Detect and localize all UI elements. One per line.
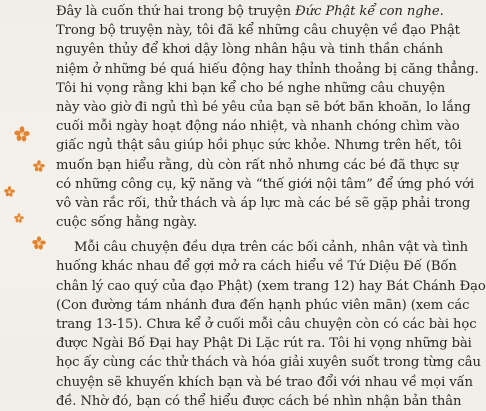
paragraph-2 (56, 238, 486, 411)
text-line: đề. Nhờ đó, bạn có thể hiểu được cách bé nhìn nhận bản thân (56, 393, 462, 409)
text-line: học ấy cùng các thử thách và hóa giải xuyên suốt trong từng câu (56, 355, 481, 371)
text-line: được Ngài Bố Đại hay Phật Di Lặc rút ra. Tôi hi vọng những bài (56, 336, 472, 352)
text-line (56, 2, 444, 21)
text-line: trang 13-15). Chưa kể ở cuối mỗi câu chuyện còn có các bài học (56, 317, 477, 332)
text-line: chân lý cao quý của đạo Phật) (xem trang 12) hay Bát Chánh Đạo (56, 278, 486, 294)
text-line: Mỗi câu chuyện đều dựa trên các bối cảnh, nhân vật và tình (74, 240, 469, 256)
text-line: có những công cụ, kỹ năng và “thế giới nội tâm” để ứng phó với (56, 176, 475, 192)
text-span: Đây là cuốn thứ hai trong bộ truyện (56, 4, 296, 19)
flower-icon (14, 126, 30, 142)
text-line: vô vàn rắc rối, thử thách và áp lực mà các bé sẽ gặp phải trong (56, 195, 471, 211)
text-line: này vào giờ đi ngủ thì bé yêu của bạn sẽ bớt băn khoăn, lo lắng (56, 99, 471, 115)
text-line: cuối mỗi ngày hoạt động náo nhiệt, và nhanh chóng chìm vào (56, 119, 460, 135)
text-line: huống khác nhau để gợi mở ra cách hiểu về Tứ Diệu Đế (Bốn (56, 259, 457, 275)
text-line: Trong bộ truyện này, tôi đã kể những câu chuyện về đạo Phật (56, 23, 460, 39)
text-line: cuộc sống hằng ngày. (56, 215, 198, 231)
flower-icon (4, 186, 15, 197)
text-line: Tôi hi vọng rằng khi bạn kể cho bé nghe những câu chuyện (56, 80, 446, 96)
body-text (56, 2, 486, 411)
text-line: chuyện sẽ khuyến khích bạn và bé trao đổi với nhau về mọi vấn (56, 374, 473, 390)
text-line: muốn bạn hiểu rằng, dù còn rất nhỏ nhưng các bé đã thực sự (56, 157, 459, 173)
text-line: nguyên thủy để khơi dậy lòng nhân hậu và tinh thần chánh (56, 42, 444, 58)
flower-icon (33, 160, 45, 172)
paragraph-1 (56, 2, 479, 232)
text-span: . (439, 4, 444, 19)
text-line: (Con đường tám nhánh đưa đến hạnh phúc viên mãn) (xem các (56, 297, 470, 313)
flower-icon (14, 213, 24, 223)
text-line: niệm ở những bé quá hiếu động hay thỉnh thoảng bị căng thẳng. (56, 61, 479, 77)
book-title: Đức Phật kể con nghe (295, 4, 440, 19)
flower-icon (32, 236, 46, 250)
text-line: giấc ngủ thật sâu giúp hồi phục sức khỏe. Nhưng trên hết, tôi (56, 138, 462, 154)
